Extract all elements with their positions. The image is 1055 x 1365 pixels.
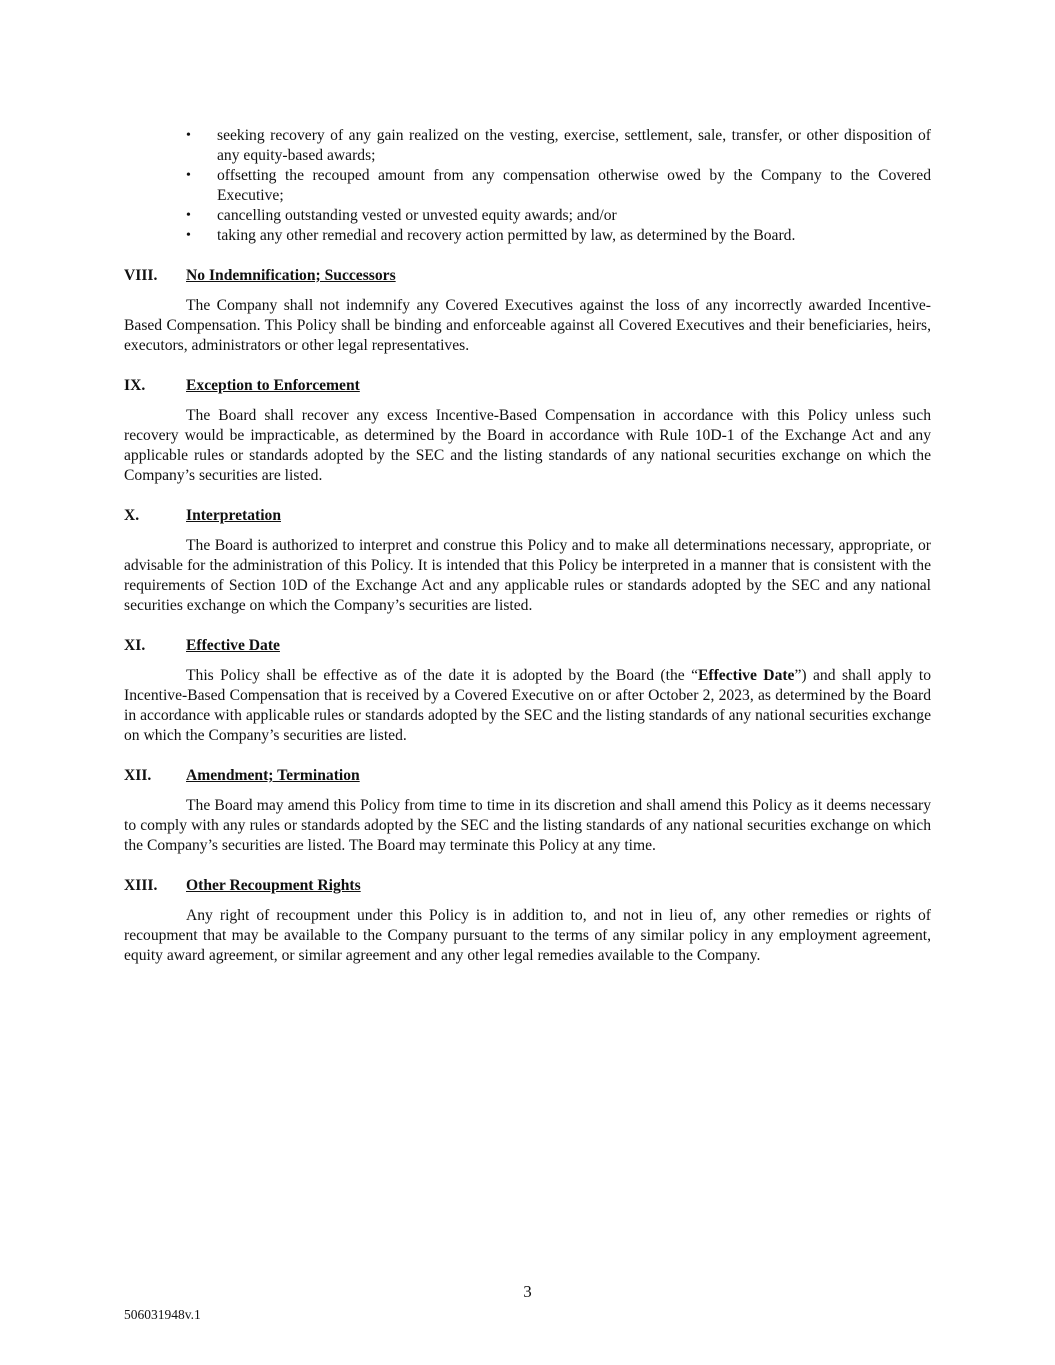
document-id: 506031948v.1 [124,1307,201,1322]
bullet-text: offsetting the recouped amount from any compensation otherwise owed by the Company to the Covered Executive; [217,167,931,204]
section-title: Exception to Enforcement [186,377,360,394]
section-number: XII. [124,767,152,784]
section-heading [124,876,931,896]
bullet-icon: • [186,168,191,183]
section-heading [124,376,931,396]
section-heading [124,506,931,526]
section-title: Other Recoupment Rights [186,877,361,894]
section-xiii [124,876,931,966]
bullet-icon: • [186,128,191,143]
section-title: Effective Date [186,637,280,654]
section-xii [124,766,931,856]
section-heading [124,766,931,786]
list-item [124,206,931,226]
bullet-text: seeking recovery of any gain realized on the vesting, exercise, settlement, sale, transfer, or other disposition of any equity-based awards; [217,127,931,164]
section-body: The Board may amend this Policy from time to time in its discretion and shall amend this Policy as it deems necessary to comply with any rules or standards adopted by the SEC and the listing standards of any national securities exchange on which the Company’s securities are listed. The Board may terminate this Policy at any time. [124,797,931,854]
list-item [124,166,931,206]
section-body: The Board is authorized to interpret and construe this Policy and to make all determinations necessary, appropriate, or advisable for the administration of this Policy. It is intended that this Policy be interpreted in a manner that is consistent with the requirements of Section 10D of the Exchange Act and any applicable rules or standards adopted by the SEC and any national securities exchange on which the Company’s securities are listed. [124,537,931,614]
section-title: Amendment; Termination [186,767,360,784]
section-title: Interpretation [186,507,281,524]
body-text-before: This Policy shall be effective as of the date it is adopted by the Board (the “ [186,667,699,684]
document-page [124,126,931,966]
bullet-text: taking any other remedial and recovery action permitted by law, as determined by the Board. [217,227,796,244]
section-number: XIII. [124,877,158,894]
section-body [124,666,931,746]
remedy-bullet-list [124,126,931,246]
page-number: 3 [523,1282,532,1301]
section-title: No Indemnification; Successors [186,267,396,284]
defined-term: Effective Date [698,667,795,684]
section-viii [124,266,931,356]
section-number: XI. [124,637,146,654]
section-heading [124,636,931,656]
section-number: IX. [124,377,146,394]
list-item [124,126,931,166]
section-body: The Board shall recover any excess Incentive-Based Compensation in accordance with this Policy unless such recovery would be impracticable, as determined by the Board in accordance with Rule 10D-1 of the Exchange Act and any applicable rules or standards adopted by the SEC and the listing standards of any national securities exchange on which the Company’s securities are listed. [124,407,931,484]
section-x [124,506,931,616]
bullet-icon: • [186,208,191,223]
section-body: The Company shall not indemnify any Covered Executives against the loss of any incorrectly awarded Incentive-Based Compensation. This Policy shall be binding and enforceable against all Covered Executives and their beneficiaries, heirs, executors, administrators or other legal representatives. [124,297,931,354]
section-number: X. [124,507,140,524]
section-ix [124,376,931,486]
bullet-text: cancelling outstanding vested or unvested equity awards; and/or [217,207,617,224]
list-item [124,226,931,246]
section-body: Any right of recoupment under this Policy is in addition to, and not in lieu of, any other remedies or rights of recoupment that may be available to the Company pursuant to the terms of any similar policy in any employment agreement, equity award agreement, or similar agreement and any other legal remedies available to the Company. [124,907,931,964]
body-text-after: ”) and shall apply to Incentive-Based Compensation that is received by a Covered Executive on or after October 2, 2023, as determined by the Board in accordance with applicable rules or standards adopted by the SEC and the listing standards of any national securities exchange on which the Company’s securities are listed. [124,667,932,744]
section-heading [124,266,931,286]
section-number: VIII. [124,267,158,284]
bullet-icon: • [186,228,191,243]
section-xi [124,636,931,746]
